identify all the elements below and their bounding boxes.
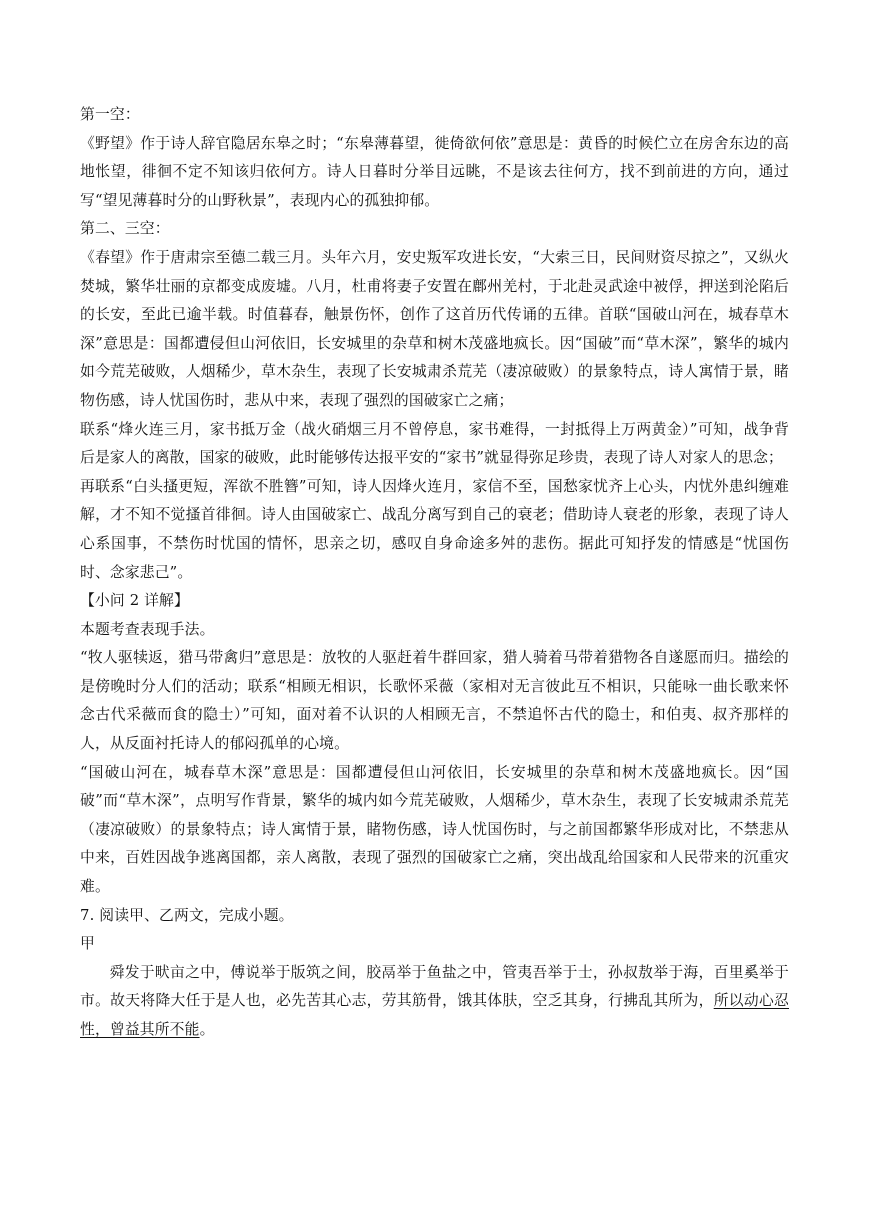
answer-label-first-blank: 第一空：: [80, 106, 140, 123]
answer-label-second-third-blank: 第二、三空：: [80, 220, 170, 238]
paragraph-technique-topic: 本题考查表现手法。: [80, 620, 215, 638]
paragraph-family-letter: 联系“烽火连三月，家书抵万金（战火硝烟三月不曾停息，家书难得，一封抵得上万两黄金）”可知，战争背后是家人的离散，国家的破败，此时能够传达报平安的“家书”就显得弥足珍贵，表现了诗人对家人的思念；: [80, 420, 789, 467]
paragraph-herdsman-analysis: “牧人驱犊返，猎马带禽归”意思是：放牧的人驱赶着牛群回家，猎人骑着马带着猎物各自遂愿而归。描绘的是傍晚时分人们的活动；联系“相顾无相识，长歌怀采薇（家相对无言彼此互不相识，只能咏一曲长歌来怀念古代采薇而食的隐士）”可知，面对着不认识的人相顾无言，不禁追怀古代的隐士，和伯夷、叔齐那样的人，从反面衬托诗人的郁闷孤单的心境。: [80, 649, 789, 753]
classical-passage-jia: [80, 959, 789, 1045]
paragraph-country-broken-analysis: “国破山河在，城春草木深”意思是：国都遭侵但山河依旧，长安城里的杂草和树木茂盛地疯长。因“国破”而“草木深”，点明写作背景，繁华的城内如今荒芜破败，人烟稀少，草木杂生，表现了长安城肃杀荒芜（凄凉破败）的景象特点；诗人寓情于景，睹物伤感，诗人忧国伤时，与之前国都繁华形成对比，不禁悲从中来，百姓因战争逃离国都，亲人离散，表现了强烈的国破家亡之痛，突出战乱给国家和人民带来的沉重灾难。: [80, 763, 789, 896]
document-body: [80, 101, 789, 1045]
paragraph-white-hair: 再联系“白头搔更短，浑欲不胜簪”可知，诗人因烽火连月，家信不至，国愁家忧齐上心头，内忧外患纠缠难解，才不知不觉搔首徘徊。诗人由国破家亡、战乱分离写到自己的衰老；借助诗人衰老的形象，表现了诗人心系国事，不禁伤时忧国的情怀，思亲之切，感叹自身命途多舛的悲伤。据此可知抒发的情感是“忧国伤时、念家悲己”。: [80, 477, 789, 581]
underlined-phrase: 所以动心忍性，曾益其所不能: [80, 992, 789, 1038]
passage-end-punctuation: 。: [199, 1021, 215, 1038]
passage-text: 舜发于畎亩之中，傅说举于版筑之间，胶鬲举于鱼盐之中，管夷吾举于士，孙叔敖举于海，百里奚举于市。故天将降大任于是人也，必先苦其心志，劳其筋骨，饿其体肤，空乏其身，行拂乱其所为，: [80, 963, 789, 1010]
paragraph-yewang-analysis: 《野望》作于诗人辞官隐居东皋之时；“东皋薄暮望，徙倚欲何依”意思是：黄昏的时候伫立在房舍东边的高地怅望，徘徊不定不知该归依何方。诗人日暮时分举目远眺，不是该去往何方，找不到前进的方向，通过写“望见薄暮时分的山野秋景”，表现内心的孤独抑郁。: [80, 134, 789, 209]
passage-label-jia: 甲: [80, 935, 95, 953]
section-heading-question-2: 【小问 2 详解】: [80, 592, 189, 610]
question-7-prompt: 7. 阅读甲、乙两文，完成小题。: [80, 906, 294, 924]
paragraph-chunwang-background: 《春望》作于唐肃宗至德二载三月。头年六月，安史叛军攻进长安，“大索三日，民间财资尽掠之”，又纵火焚城，繁华壮丽的京都变成废墟。八月，杜甫将妻子安置在鄜州羌村，于北赴灵武途中被俘，押送到沦陷后的长安，至此已逾半载。时值暮春，触景伤怀，创作了这首历代传诵的五律。首联“国破山河在，城春草木深”意思是：国都遭侵但山河依旧，长安城里的杂草和树木茂盛地疯长。因“国破”而“草木深”，繁华的城内如今荒芜破败，人烟稀少，草木杂生，表现了长安城肃杀荒芜（凄凉破败）的景象特点，诗人寓情于景，睹物伤感，诗人忧国伤时，悲从中来，表现了强烈的国破家亡之痛；: [80, 248, 789, 409]
